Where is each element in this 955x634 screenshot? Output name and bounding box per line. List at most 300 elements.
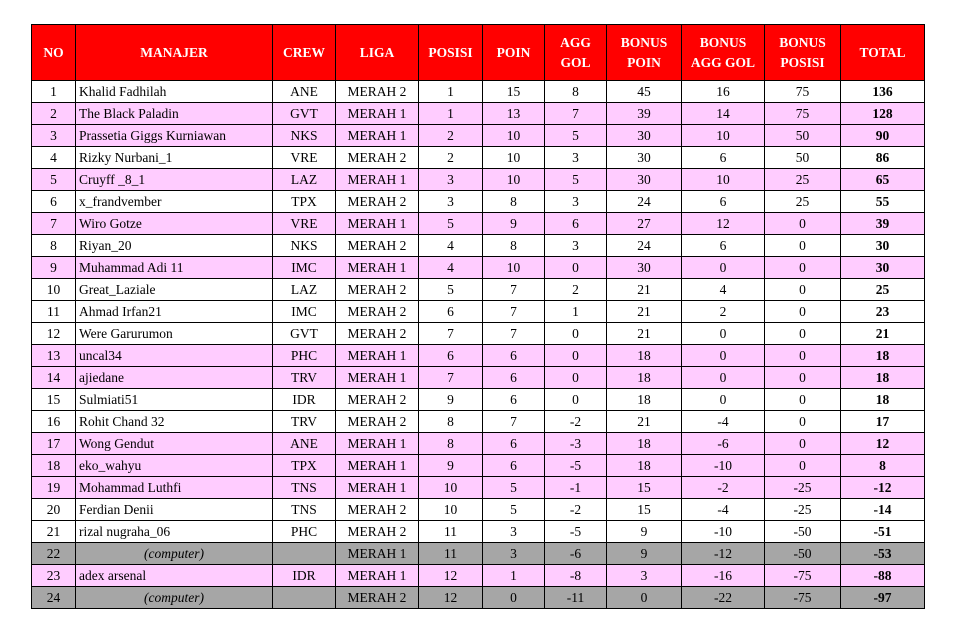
table-row — [32, 389, 925, 411]
cell-bonus-agg-gol: 0 — [682, 257, 765, 279]
cell-agg-gol: 5 — [545, 169, 607, 191]
table-row — [32, 279, 925, 301]
cell-manajer: The Black Paladin — [76, 103, 273, 125]
cell-liga: MERAH 1 — [336, 103, 419, 125]
cell-bonus-poin: 9 — [607, 543, 682, 565]
cell-posisi: 8 — [419, 433, 483, 455]
column-header-crew — [273, 25, 336, 81]
cell-manajer: (computer) — [76, 587, 273, 609]
cell-poin: 7 — [483, 301, 545, 323]
cell-no: 2 — [32, 103, 76, 125]
cell-poin: 3 — [483, 521, 545, 543]
cell-agg-gol: 2 — [545, 279, 607, 301]
cell-agg-gol: -11 — [545, 587, 607, 609]
cell-total: 18 — [841, 367, 925, 389]
cell-bonus-posisi: 0 — [765, 345, 841, 367]
column-header-manajer — [76, 25, 273, 81]
cell-liga: MERAH 2 — [336, 411, 419, 433]
column-header-line: TOTAL — [859, 44, 906, 60]
cell-posisi: 11 — [419, 543, 483, 565]
column-header-line: MANAJER — [140, 44, 208, 60]
cell-crew: PHC — [273, 521, 336, 543]
column-header-line: POSISI — [780, 54, 825, 70]
cell-agg-gol: 3 — [545, 235, 607, 257]
table-row — [32, 345, 925, 367]
cell-agg-gol: -2 — [545, 411, 607, 433]
cell-no: 15 — [32, 389, 76, 411]
cell-manajer: Ahmad Irfan21 — [76, 301, 273, 323]
cell-total: 30 — [841, 235, 925, 257]
cell-posisi: 10 — [419, 499, 483, 521]
cell-liga: MERAH 2 — [336, 521, 419, 543]
cell-agg-gol: 0 — [545, 323, 607, 345]
cell-bonus-posisi: 0 — [765, 433, 841, 455]
cell-liga: MERAH 2 — [336, 147, 419, 169]
cell-bonus-agg-gol: 12 — [682, 213, 765, 235]
cell-poin: 8 — [483, 191, 545, 213]
cell-crew: PHC — [273, 345, 336, 367]
column-header-line: LIGA — [359, 44, 395, 60]
cell-manajer: uncal34 — [76, 345, 273, 367]
cell-posisi: 8 — [419, 411, 483, 433]
cell-manajer: Sulmiati51 — [76, 389, 273, 411]
cell-bonus-agg-gol: 6 — [682, 147, 765, 169]
cell-total: 90 — [841, 125, 925, 147]
column-header-line: POSISI — [428, 44, 473, 60]
cell-bonus-agg-gol: 6 — [682, 191, 765, 213]
cell-crew: TPX — [273, 455, 336, 477]
cell-poin: 15 — [483, 81, 545, 103]
cell-total: -14 — [841, 499, 925, 521]
cell-posisi: 10 — [419, 477, 483, 499]
table-row — [32, 169, 925, 191]
cell-manajer: Muhammad Adi 11 — [76, 257, 273, 279]
cell-no: 23 — [32, 565, 76, 587]
cell-bonus-agg-gol: 16 — [682, 81, 765, 103]
cell-bonus-agg-gol: 0 — [682, 367, 765, 389]
cell-manajer: Rizky Nurbani_1 — [76, 147, 273, 169]
cell-posisi: 12 — [419, 565, 483, 587]
cell-manajer: Wong Gendut — [76, 433, 273, 455]
cell-manajer: adex arsenal — [76, 565, 273, 587]
cell-posisi: 9 — [419, 455, 483, 477]
cell-total: 21 — [841, 323, 925, 345]
cell-manajer: eko_wahyu — [76, 455, 273, 477]
cell-posisi: 6 — [419, 301, 483, 323]
table-body — [32, 81, 925, 609]
cell-manajer: Ferdian Denii — [76, 499, 273, 521]
cell-poin: 5 — [483, 477, 545, 499]
cell-bonus-poin: 18 — [607, 389, 682, 411]
cell-bonus-poin: 18 — [607, 433, 682, 455]
cell-bonus-poin: 21 — [607, 301, 682, 323]
cell-crew — [273, 543, 336, 565]
cell-manajer: Cruyff _8_1 — [76, 169, 273, 191]
cell-liga: MERAH 2 — [336, 499, 419, 521]
table-row — [32, 301, 925, 323]
cell-bonus-poin: 3 — [607, 565, 682, 587]
cell-crew: ANE — [273, 81, 336, 103]
cell-bonus-poin: 24 — [607, 191, 682, 213]
column-header-line: POIN — [496, 44, 531, 60]
cell-no: 12 — [32, 323, 76, 345]
cell-manajer: Rohit Chand 32 — [76, 411, 273, 433]
cell-liga: MERAH 1 — [336, 345, 419, 367]
cell-bonus-posisi: -50 — [765, 543, 841, 565]
cell-crew: GVT — [273, 103, 336, 125]
cell-crew: IDR — [273, 565, 336, 587]
cell-bonus-poin: 30 — [607, 257, 682, 279]
cell-agg-gol: 0 — [545, 367, 607, 389]
cell-poin: 6 — [483, 367, 545, 389]
cell-total: -12 — [841, 477, 925, 499]
cell-total: 136 — [841, 81, 925, 103]
cell-bonus-posisi: 75 — [765, 103, 841, 125]
cell-bonus-poin: 30 — [607, 125, 682, 147]
column-header-bonus-posisi — [765, 25, 841, 81]
cell-no: 9 — [32, 257, 76, 279]
cell-bonus-poin: 21 — [607, 279, 682, 301]
cell-liga: MERAH 1 — [336, 455, 419, 477]
cell-bonus-poin: 24 — [607, 235, 682, 257]
cell-posisi: 5 — [419, 279, 483, 301]
cell-total: 65 — [841, 169, 925, 191]
table-row — [32, 213, 925, 235]
cell-bonus-poin: 21 — [607, 411, 682, 433]
cell-posisi: 3 — [419, 169, 483, 191]
cell-agg-gol: 6 — [545, 213, 607, 235]
cell-bonus-poin: 39 — [607, 103, 682, 125]
cell-poin: 1 — [483, 565, 545, 587]
cell-bonus-agg-gol: -22 — [682, 587, 765, 609]
table-row — [32, 147, 925, 169]
cell-bonus-poin: 9 — [607, 521, 682, 543]
cell-crew: TNS — [273, 499, 336, 521]
cell-crew: TNS — [273, 477, 336, 499]
cell-bonus-posisi: 0 — [765, 389, 841, 411]
cell-no: 5 — [32, 169, 76, 191]
cell-bonus-posisi: 0 — [765, 235, 841, 257]
cell-bonus-posisi: -50 — [765, 521, 841, 543]
cell-bonus-agg-gol: 10 — [682, 169, 765, 191]
cell-posisi: 5 — [419, 213, 483, 235]
cell-manajer: Great_Laziale — [76, 279, 273, 301]
cell-bonus-poin: 15 — [607, 477, 682, 499]
cell-bonus-posisi: 0 — [765, 257, 841, 279]
cell-bonus-agg-gol: -10 — [682, 455, 765, 477]
table-row — [32, 125, 925, 147]
cell-crew: LAZ — [273, 169, 336, 191]
column-header-line: AGG GOL — [690, 54, 756, 70]
cell-crew: GVT — [273, 323, 336, 345]
cell-poin: 10 — [483, 257, 545, 279]
cell-bonus-agg-gol: 2 — [682, 301, 765, 323]
cell-agg-gol: 1 — [545, 301, 607, 323]
cell-crew: TRV — [273, 367, 336, 389]
cell-bonus-posisi: 0 — [765, 411, 841, 433]
table-row — [32, 587, 925, 609]
cell-no: 20 — [32, 499, 76, 521]
column-header-agg-gol — [545, 25, 607, 81]
cell-liga: MERAH 2 — [336, 389, 419, 411]
cell-posisi: 1 — [419, 81, 483, 103]
cell-bonus-agg-gol: 0 — [682, 323, 765, 345]
cell-bonus-poin: 18 — [607, 345, 682, 367]
column-header-line: BONUS — [779, 34, 826, 50]
cell-posisi: 4 — [419, 257, 483, 279]
cell-posisi: 11 — [419, 521, 483, 543]
cell-bonus-agg-gol: -10 — [682, 521, 765, 543]
cell-manajer: rizal nugraha_06 — [76, 521, 273, 543]
cell-crew: IMC — [273, 257, 336, 279]
cell-liga: MERAH 1 — [336, 367, 419, 389]
cell-crew: ANE — [273, 433, 336, 455]
cell-bonus-posisi: 75 — [765, 81, 841, 103]
cell-total: 18 — [841, 389, 925, 411]
cell-no: 11 — [32, 301, 76, 323]
cell-crew: NKS — [273, 125, 336, 147]
table-row — [32, 565, 925, 587]
cell-total: 18 — [841, 345, 925, 367]
cell-agg-gol: 0 — [545, 389, 607, 411]
table-row — [32, 191, 925, 213]
cell-manajer: Prassetia Giggs Kurniawan — [76, 125, 273, 147]
table-row — [32, 81, 925, 103]
cell-no: 13 — [32, 345, 76, 367]
cell-posisi: 9 — [419, 389, 483, 411]
cell-bonus-posisi: -25 — [765, 499, 841, 521]
column-header-line: CREW — [282, 44, 325, 60]
cell-no: 24 — [32, 587, 76, 609]
column-header-posisi — [419, 25, 483, 81]
cell-bonus-poin: 30 — [607, 169, 682, 191]
cell-total: 30 — [841, 257, 925, 279]
cell-manajer: ajiedane — [76, 367, 273, 389]
cell-bonus-posisi: 0 — [765, 279, 841, 301]
cell-no: 16 — [32, 411, 76, 433]
cell-liga: MERAH 2 — [336, 81, 419, 103]
cell-liga: MERAH 1 — [336, 125, 419, 147]
cell-bonus-posisi: 0 — [765, 367, 841, 389]
cell-crew: LAZ — [273, 279, 336, 301]
cell-liga: MERAH 1 — [336, 565, 419, 587]
cell-posisi: 7 — [419, 367, 483, 389]
cell-agg-gol: 3 — [545, 147, 607, 169]
cell-poin: 9 — [483, 213, 545, 235]
cell-total: 39 — [841, 213, 925, 235]
cell-no: 14 — [32, 367, 76, 389]
cell-liga: MERAH 1 — [336, 257, 419, 279]
cell-crew: TPX — [273, 191, 336, 213]
cell-agg-gol: 0 — [545, 257, 607, 279]
cell-bonus-agg-gol: 6 — [682, 235, 765, 257]
table-row — [32, 433, 925, 455]
cell-bonus-agg-gol: -2 — [682, 477, 765, 499]
table-row — [32, 323, 925, 345]
cell-poin: 10 — [483, 147, 545, 169]
cell-no: 22 — [32, 543, 76, 565]
column-header-liga — [336, 25, 419, 81]
cell-posisi: 3 — [419, 191, 483, 213]
cell-bonus-agg-gol: -4 — [682, 499, 765, 521]
cell-total: 25 — [841, 279, 925, 301]
cell-poin: 0 — [483, 587, 545, 609]
cell-crew: TRV — [273, 411, 336, 433]
cell-bonus-agg-gol: 0 — [682, 389, 765, 411]
table-row — [32, 477, 925, 499]
cell-bonus-posisi: 0 — [765, 301, 841, 323]
cell-bonus-agg-gol: -16 — [682, 565, 765, 587]
standings-table — [31, 24, 925, 609]
cell-bonus-poin: 45 — [607, 81, 682, 103]
cell-bonus-posisi: 50 — [765, 125, 841, 147]
cell-poin: 7 — [483, 323, 545, 345]
cell-liga: MERAH 2 — [336, 587, 419, 609]
cell-poin: 5 — [483, 499, 545, 521]
cell-agg-gol: -8 — [545, 565, 607, 587]
cell-poin: 6 — [483, 455, 545, 477]
cell-bonus-agg-gol: 0 — [682, 345, 765, 367]
cell-bonus-poin: 18 — [607, 367, 682, 389]
cell-manajer: Mohammad Luthfi — [76, 477, 273, 499]
cell-bonus-posisi: -75 — [765, 565, 841, 587]
cell-posisi: 12 — [419, 587, 483, 609]
cell-posisi: 2 — [419, 125, 483, 147]
cell-posisi: 2 — [419, 147, 483, 169]
cell-crew: VRE — [273, 213, 336, 235]
cell-agg-gol: -1 — [545, 477, 607, 499]
cell-agg-gol: 0 — [545, 345, 607, 367]
cell-bonus-posisi: 0 — [765, 323, 841, 345]
cell-liga: MERAH 2 — [336, 323, 419, 345]
table-row — [32, 499, 925, 521]
cell-bonus-posisi: 25 — [765, 169, 841, 191]
cell-manajer: (computer) — [76, 543, 273, 565]
column-header-line: BONUS — [699, 34, 747, 50]
cell-bonus-poin: 18 — [607, 455, 682, 477]
cell-liga: MERAH 1 — [336, 477, 419, 499]
cell-bonus-posisi: 0 — [765, 213, 841, 235]
cell-bonus-agg-gol: -6 — [682, 433, 765, 455]
cell-liga: MERAH 1 — [336, 433, 419, 455]
cell-agg-gol: 3 — [545, 191, 607, 213]
cell-total: 128 — [841, 103, 925, 125]
cell-no: 1 — [32, 81, 76, 103]
column-header-total — [841, 25, 925, 81]
cell-crew — [273, 587, 336, 609]
cell-poin: 13 — [483, 103, 545, 125]
table-row — [32, 455, 925, 477]
cell-manajer: Were Garurumon — [76, 323, 273, 345]
cell-total: -88 — [841, 565, 925, 587]
cell-no: 6 — [32, 191, 76, 213]
cell-poin: 8 — [483, 235, 545, 257]
cell-total: 23 — [841, 301, 925, 323]
table-row — [32, 235, 925, 257]
cell-posisi: 7 — [419, 323, 483, 345]
cell-manajer: x_frandvember — [76, 191, 273, 213]
cell-poin: 10 — [483, 169, 545, 191]
cell-no: 19 — [32, 477, 76, 499]
cell-no: 8 — [32, 235, 76, 257]
cell-liga: MERAH 1 — [336, 213, 419, 235]
cell-manajer: Khalid Fadhilah — [76, 81, 273, 103]
cell-bonus-posisi: -75 — [765, 587, 841, 609]
column-header-line: BONUS — [620, 34, 668, 50]
cell-total: 55 — [841, 191, 925, 213]
cell-posisi: 4 — [419, 235, 483, 257]
cell-posisi: 1 — [419, 103, 483, 125]
cell-bonus-poin: 0 — [607, 587, 682, 609]
cell-poin: 6 — [483, 433, 545, 455]
cell-bonus-agg-gol: 14 — [682, 103, 765, 125]
cell-total: 17 — [841, 411, 925, 433]
cell-crew: VRE — [273, 147, 336, 169]
table-row — [32, 411, 925, 433]
cell-liga: MERAH 1 — [336, 169, 419, 191]
cell-poin: 10 — [483, 125, 545, 147]
cell-bonus-posisi: 50 — [765, 147, 841, 169]
cell-bonus-agg-gol: 10 — [682, 125, 765, 147]
cell-bonus-posisi: 25 — [765, 191, 841, 213]
cell-total: 86 — [841, 147, 925, 169]
cell-total: 8 — [841, 455, 925, 477]
cell-no: 7 — [32, 213, 76, 235]
cell-no: 21 — [32, 521, 76, 543]
cell-agg-gol: -5 — [545, 455, 607, 477]
cell-no: 3 — [32, 125, 76, 147]
cell-manajer: Wiro Gotze — [76, 213, 273, 235]
cell-crew: IDR — [273, 389, 336, 411]
cell-agg-gol: -2 — [545, 499, 607, 521]
cell-bonus-poin: 15 — [607, 499, 682, 521]
cell-poin: 3 — [483, 543, 545, 565]
cell-agg-gol: 7 — [545, 103, 607, 125]
cell-bonus-agg-gol: -12 — [682, 543, 765, 565]
cell-liga: MERAH 2 — [336, 235, 419, 257]
cell-liga: MERAH 1 — [336, 543, 419, 565]
cell-no: 17 — [32, 433, 76, 455]
column-header-line: GOL — [560, 54, 591, 70]
cell-crew: IMC — [273, 301, 336, 323]
column-header-bonus-poin — [607, 25, 682, 81]
cell-no: 4 — [32, 147, 76, 169]
header-row — [32, 25, 925, 81]
column-header-line: AGG — [560, 34, 591, 50]
cell-bonus-agg-gol: 4 — [682, 279, 765, 301]
column-header-line: POIN — [627, 54, 661, 70]
cell-total: -97 — [841, 587, 925, 609]
table-row — [32, 367, 925, 389]
cell-no: 10 — [32, 279, 76, 301]
cell-total: -53 — [841, 543, 925, 565]
cell-agg-gol: -5 — [545, 521, 607, 543]
cell-liga: MERAH 2 — [336, 279, 419, 301]
column-header-no — [32, 25, 76, 81]
cell-liga: MERAH 2 — [336, 301, 419, 323]
cell-poin: 7 — [483, 279, 545, 301]
cell-manajer: Riyan_20 — [76, 235, 273, 257]
cell-agg-gol: 8 — [545, 81, 607, 103]
cell-agg-gol: -6 — [545, 543, 607, 565]
cell-bonus-poin: 30 — [607, 147, 682, 169]
cell-bonus-poin: 27 — [607, 213, 682, 235]
cell-total: 12 — [841, 433, 925, 455]
cell-no: 18 — [32, 455, 76, 477]
table-row — [32, 521, 925, 543]
cell-crew: NKS — [273, 235, 336, 257]
cell-poin: 7 — [483, 411, 545, 433]
